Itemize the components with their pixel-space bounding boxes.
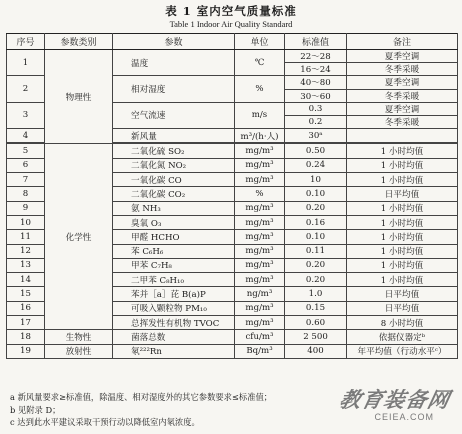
value-cell: 30ᵃ <box>285 129 347 143</box>
category-cell: 化学性 <box>45 144 113 330</box>
table-subtitle: Table 1 Indoor Air Quality Standard <box>169 19 293 29</box>
unit-cell: mg/m³ <box>235 230 285 244</box>
note-cell: 日平均值 <box>347 287 458 301</box>
value-cell: 0.10 <box>285 187 347 201</box>
value-cell: 0.2 <box>285 115 347 128</box>
row-no: 10 <box>7 215 45 229</box>
note-cell: 夏季空调 <box>347 76 458 89</box>
header-parameter: 参数 <box>113 34 235 50</box>
table-row <box>7 344 458 358</box>
note-cell: 1 小时均值 <box>347 230 458 244</box>
note-cell: 夏季空调 <box>347 50 458 63</box>
note-a: a 新风量要求≥标准值，除温度、相对湿度外的其它参数要求≤标准值； <box>10 392 273 402</box>
value-cell: 16～24 <box>285 63 347 76</box>
row-no: 5 <box>7 144 45 158</box>
note-cell: 年平均值（行动水平ᶜ） <box>347 344 458 358</box>
header-category: 参数类别 <box>45 34 113 50</box>
unit-cell: % <box>235 76 285 102</box>
table-row <box>7 144 458 158</box>
unit-cell: Bq/m³ <box>235 344 285 358</box>
row-no: 17 <box>7 315 45 329</box>
parameter-cell: 二氧化硫 SO₂ <box>113 144 235 158</box>
parameter-cell: 苯并［a］芘 B(a)P <box>113 287 235 301</box>
parameter-cell: 新风量 <box>113 129 235 143</box>
parameter-cell: 氡²²²Rn <box>113 344 235 358</box>
parameter-cell: 二甲苯 C₈H₁₀ <box>113 273 235 287</box>
value-cell: 40～80 <box>285 76 347 89</box>
parameter-cell: 相对湿度 <box>113 76 235 102</box>
air-quality-table <box>6 33 458 359</box>
watermark-url: CEIEA.COM <box>374 412 434 422</box>
parameter-cell: 温度 <box>113 50 235 76</box>
table-header-row <box>7 34 458 50</box>
parameter-cell: 二氧化碳 CO₂ <box>113 187 235 201</box>
value-cell: 0.50 <box>285 144 347 158</box>
row-no: 2 <box>7 76 45 102</box>
value-cell: 400 <box>285 344 347 358</box>
note-cell: 1 小时均值 <box>347 244 458 258</box>
note-cell: 夏季空调 <box>347 102 458 115</box>
unit-cell: mg/m³ <box>235 173 285 187</box>
unit-cell: cfu/m³ <box>235 330 285 344</box>
category-cell: 生物性 <box>45 330 113 344</box>
note-cell: 冬季采暖 <box>347 63 458 76</box>
note-cell: 1 小时均值 <box>347 215 458 229</box>
unit-cell: mg/m³ <box>235 144 285 158</box>
value-cell: 0.20 <box>285 273 347 287</box>
note-cell: 1 小时均值 <box>347 273 458 287</box>
value-cell: 0.3 <box>285 102 347 115</box>
value-cell: 0.15 <box>285 301 347 315</box>
row-no: 18 <box>7 330 45 344</box>
note-cell: 1 小时均值 <box>347 173 458 187</box>
parameter-cell: 甲苯 C₇H₈ <box>113 258 235 272</box>
category-cell: 物理性 <box>45 50 113 144</box>
unit-cell: m³/(h·人) <box>235 129 285 143</box>
parameter-cell: 可吸入颗粒物 PM₁₀ <box>113 301 235 315</box>
row-no: 16 <box>7 301 45 315</box>
note-cell <box>347 129 458 143</box>
value-cell: 1.0 <box>285 287 347 301</box>
row-no: 15 <box>7 287 45 301</box>
row-no: 7 <box>7 173 45 187</box>
row-no: 19 <box>7 344 45 358</box>
unit-cell: ℃ <box>235 50 285 76</box>
parameter-cell: 一氧化碳 CO <box>113 173 235 187</box>
unit-cell: ng/m³ <box>235 287 285 301</box>
note-cell: 日平均值 <box>347 301 458 315</box>
watermark-text: 教育装备网 <box>337 387 453 412</box>
value-cell: 0.16 <box>285 215 347 229</box>
parameter-cell: 臭氧 O₃ <box>113 215 235 229</box>
note-cell: 冬季采暖 <box>347 89 458 102</box>
unit-cell: mg/m³ <box>235 215 285 229</box>
header-no: 序号 <box>7 34 45 50</box>
value-cell: 0.60 <box>285 315 347 329</box>
table-row <box>7 50 458 63</box>
value-cell: 30～60 <box>285 89 347 102</box>
note-cell: 依据仪器定ᵇ <box>347 330 458 344</box>
value-cell: 0.20 <box>285 258 347 272</box>
unit-cell: mg/m³ <box>235 201 285 215</box>
row-no: 12 <box>7 244 45 258</box>
parameter-cell: 二氧化氮 NO₂ <box>113 158 235 172</box>
note-c: c 达到此水平建议采取干预行动以降低室内氡浓度。 <box>10 417 200 427</box>
row-no: 3 <box>7 102 45 128</box>
value-cell: 10 <box>285 173 347 187</box>
note-cell: 1 小时均值 <box>347 201 458 215</box>
parameter-cell: 氨 NH₃ <box>113 201 235 215</box>
note-cell: 冬季采暖 <box>347 115 458 128</box>
unit-cell: mg/m³ <box>235 258 285 272</box>
value-cell: 0.24 <box>285 158 347 172</box>
parameter-cell: 苯 C₆H₆ <box>113 244 235 258</box>
header-remarks: 备注 <box>347 34 458 50</box>
row-no: 11 <box>7 230 45 244</box>
row-no: 8 <box>7 187 45 201</box>
unit-cell: mg/m³ <box>235 158 285 172</box>
unit-cell: mg/m³ <box>235 315 285 329</box>
row-no: 1 <box>7 50 45 76</box>
unit-cell: mg/m³ <box>235 301 285 315</box>
unit-cell: mg/m³ <box>235 273 285 287</box>
header-standard-value: 标准值 <box>285 34 347 50</box>
note-cell: 8 小时均值 <box>347 315 458 329</box>
row-no: 13 <box>7 258 45 272</box>
value-cell: 22～28 <box>285 50 347 63</box>
row-no: 14 <box>7 273 45 287</box>
value-cell: 2 500 <box>285 330 347 344</box>
watermark-logo <box>322 384 454 430</box>
value-cell: 0.11 <box>285 244 347 258</box>
row-no: 4 <box>7 129 45 143</box>
unit-cell: m/s <box>235 102 285 128</box>
parameter-cell: 总挥发性有机物 TVOC <box>113 315 235 329</box>
note-cell: 日平均值 <box>347 187 458 201</box>
unit-cell: mg/m³ <box>235 244 285 258</box>
table-row <box>7 330 458 344</box>
note-cell: 1 小时均值 <box>347 144 458 158</box>
table-title: 表 1 室内空气质量标准 <box>165 4 297 18</box>
note-b: b 见附录 D； <box>10 404 61 415</box>
parameter-cell: 甲醛 HCHO <box>113 230 235 244</box>
header-unit: 单位 <box>235 34 285 50</box>
value-cell: 0.10 <box>285 230 347 244</box>
unit-cell: % <box>235 187 285 201</box>
parameter-cell: 菌落总数 <box>113 330 235 344</box>
value-cell: 0.20 <box>285 201 347 215</box>
row-no: 9 <box>7 201 45 215</box>
note-cell: 1 小时均值 <box>347 158 458 172</box>
note-cell: 1 小时均值 <box>347 258 458 272</box>
category-cell: 放射性 <box>45 344 113 358</box>
row-no: 6 <box>7 158 45 172</box>
table-notes <box>10 391 272 429</box>
parameter-cell: 空气流速 <box>113 102 235 128</box>
